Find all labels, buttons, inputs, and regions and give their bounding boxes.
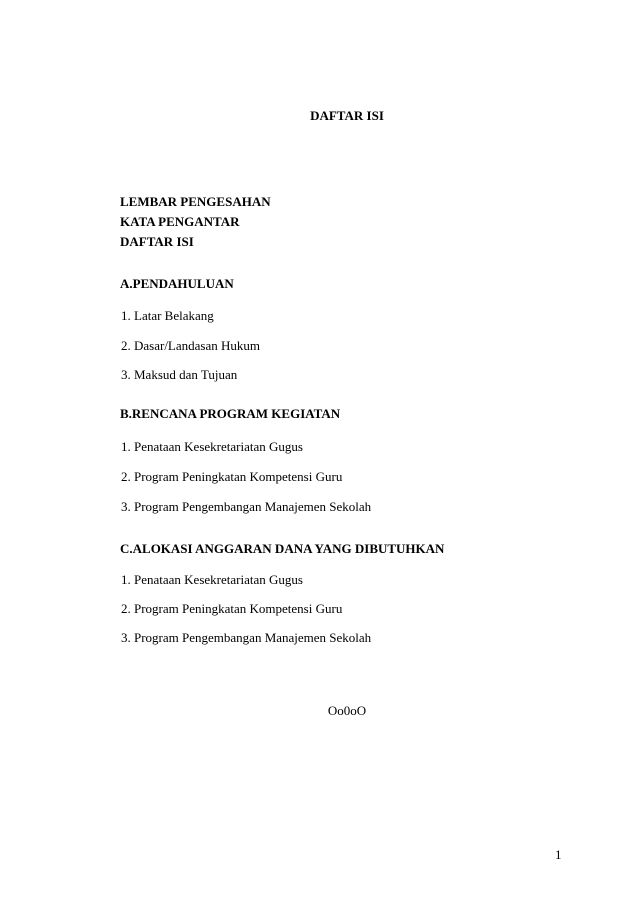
page-title: DAFTAR ISI bbox=[310, 108, 384, 123]
end-mark: Oo0oO bbox=[327, 703, 367, 718]
section-item: 1. Penataan Kesekretariatan Gugus bbox=[121, 572, 303, 587]
section-heading: B.RENCANA PROGRAM KEGIATAN bbox=[120, 406, 341, 421]
section-a bbox=[120, 274, 234, 294]
section-item: 1. Latar Belakang bbox=[121, 308, 214, 323]
front-matter-item-daftar-isi: DAFTAR ISI bbox=[120, 234, 194, 249]
section-c bbox=[120, 539, 444, 559]
section-b-item-2 bbox=[121, 467, 342, 487]
section-a-item-1 bbox=[121, 306, 214, 326]
front-matter-item-kata-pengantar: KATA PENGANTAR bbox=[120, 214, 240, 229]
front-matter-list bbox=[120, 192, 271, 252]
front-matter-item-lembar-pengesahan: LEMBAR PENGESAHAN bbox=[120, 194, 271, 209]
section-c-item-3 bbox=[121, 628, 371, 648]
section-item: 3. Program Pengembangan Manajemen Sekolah bbox=[121, 630, 372, 645]
section-item: 3. Program Pengembangan Manajemen Sekolah bbox=[121, 499, 372, 514]
section-heading: C.ALOKASI ANGGARAN DANA YANG DIBUTUHKAN bbox=[120, 541, 445, 556]
section-item: 2. Dasar/Landasan Hukum bbox=[121, 338, 260, 353]
section-item: 3. Maksud dan Tujuan bbox=[121, 367, 238, 382]
section-heading: A.PENDAHULUAN bbox=[120, 276, 234, 291]
section-b bbox=[120, 404, 340, 424]
section-b-item-1 bbox=[121, 437, 303, 457]
section-b-item-3 bbox=[121, 497, 371, 517]
section-c-item-2 bbox=[121, 599, 342, 619]
section-a-item-3 bbox=[121, 365, 237, 385]
section-item: 2. Program Peningkatan Kompetensi Guru bbox=[121, 469, 343, 484]
section-item: 1. Penataan Kesekretariatan Gugus bbox=[121, 439, 303, 454]
section-a-item-2 bbox=[121, 336, 260, 356]
section-c-item-1 bbox=[121, 570, 303, 590]
section-item: 2. Program Peningkatan Kompetensi Guru bbox=[121, 601, 343, 616]
page-number: 1 bbox=[555, 847, 562, 862]
